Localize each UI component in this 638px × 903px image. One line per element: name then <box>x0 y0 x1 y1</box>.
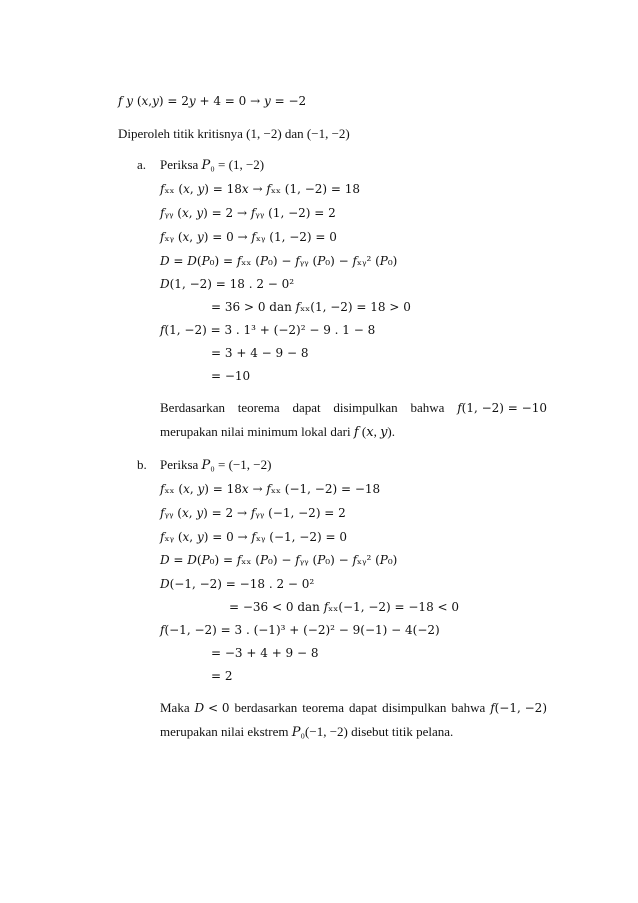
conclusion-word: Berdasarkan <box>160 400 225 415</box>
conclusion-word: Maka <box>160 700 190 715</box>
critical-points-statement: Diperoleh titik kritisnya (1, −2) dan (−1, −2) <box>118 126 350 141</box>
conclusion-formula: 𝑓(1, −2) = −10 <box>457 401 547 415</box>
section-b-f-result: = 2 <box>211 669 233 683</box>
section-a-d-value: 𝐷(1, −2) = 18 . 2 − 0² <box>160 277 295 291</box>
section-b-fxx: 𝑓ₓₓ (𝑥, 𝑦) = 18𝑥 → 𝑓ₓₓ (−1, −2) = −18 <box>160 482 381 496</box>
conclusion-word: dapat <box>349 700 378 715</box>
section-b-f-value: 𝑓(−1, −2) = 3 . (−1)³ + (−2)² − 9(−1) − 4(−2) <box>160 623 440 637</box>
section-b-fyy: 𝑓ᵧᵧ (𝑥, 𝑦) = 2 → 𝑓ᵧᵧ (−1, −2) = 2 <box>160 506 346 520</box>
section-a-d-result: = 36 > 0 dan 𝑓ₓₓ(1, −2) = 18 > 0 <box>211 300 411 314</box>
section-b-fxy: 𝑓ₓᵧ (𝑥, 𝑦) = 0 → 𝑓ₓᵧ (−1, −2) = 0 <box>160 530 347 544</box>
section-a-f-result: = −10 <box>211 369 251 383</box>
section-a-conclusion-line-1 <box>160 400 547 416</box>
conclusion-word: disimpulkan <box>333 400 398 415</box>
conclusion-word: teorema <box>237 400 280 415</box>
section-a-f-step: = 3 + 4 − 9 − 8 <box>211 346 309 360</box>
section-a-f-value: 𝑓(1, −2) = 3 . 1³ + (−2)² − 9 . 1 − 8 <box>160 323 376 337</box>
conclusion-word: berdasarkan <box>234 700 298 715</box>
section-b-d-value: 𝐷(−1, −2) = −18 . 2 − 0² <box>160 577 315 591</box>
section-b-conclusion-line-2: merupakan nilai ekstrem 𝑃₀(−1, −2) disebut titik pelana. <box>160 724 454 739</box>
section-a-fxx: 𝑓ₓₓ (𝑥, 𝑦) = 18𝑥 → 𝑓ₓₓ (1, −2) = 18 <box>160 182 361 196</box>
conclusion-word: disimpulkan <box>382 700 447 715</box>
section-a-heading: Periksa 𝑃₀ = (1, −2) <box>160 157 265 172</box>
conclusion-formula: 𝐷 < 0 <box>194 701 230 715</box>
conclusion-formula: 𝑓(−1, −2) <box>490 701 547 715</box>
conclusion-word: bahwa <box>451 700 486 715</box>
section-b-d-result: = −36 < 0 dan 𝑓ₓₓ(−1, −2) = −18 < 0 <box>229 600 460 614</box>
conclusion-word: dapat <box>292 400 321 415</box>
section-b-f-step: = −3 + 4 + 9 − 8 <box>211 646 319 660</box>
section-a-marker: a. <box>137 157 147 172</box>
section-a-fxy: 𝑓ₓᵧ (𝑥, 𝑦) = 0 → 𝑓ₓᵧ (1, −2) = 0 <box>160 230 337 244</box>
section-a-d-formula: 𝐷 = 𝐷(𝑃₀) = 𝑓ₓₓ (𝑃₀) − 𝑓ᵧᵧ (𝑃₀) − 𝑓ₓᵧ² (𝑃₀) <box>160 254 398 268</box>
section-b-heading: Periksa 𝑃₀ = (−1, −2) <box>160 457 272 472</box>
fy-equation: 𝑓 𝑦 (𝑥,𝑦) = 2𝑦 + 4 = 0 → 𝑦 = −2 <box>118 94 307 108</box>
conclusion-word: bahwa <box>410 400 445 415</box>
section-a-fyy: 𝑓ᵧᵧ (𝑥, 𝑦) = 2 → 𝑓ᵧᵧ (1, −2) = 2 <box>160 206 336 220</box>
conclusion-word: teorema <box>302 700 345 715</box>
section-b-marker: b. <box>137 457 147 472</box>
section-a-conclusion-line-2: merupakan nilai minimum lokal dari 𝑓 (𝑥, 𝑦). <box>160 424 396 439</box>
section-b-conclusion-line-1 <box>160 700 547 716</box>
section-b-d-formula: 𝐷 = 𝐷(𝑃₀) = 𝑓ₓₓ (𝑃₀) − 𝑓ᵧᵧ (𝑃₀) − 𝑓ₓᵧ² (𝑃₀) <box>160 553 398 567</box>
